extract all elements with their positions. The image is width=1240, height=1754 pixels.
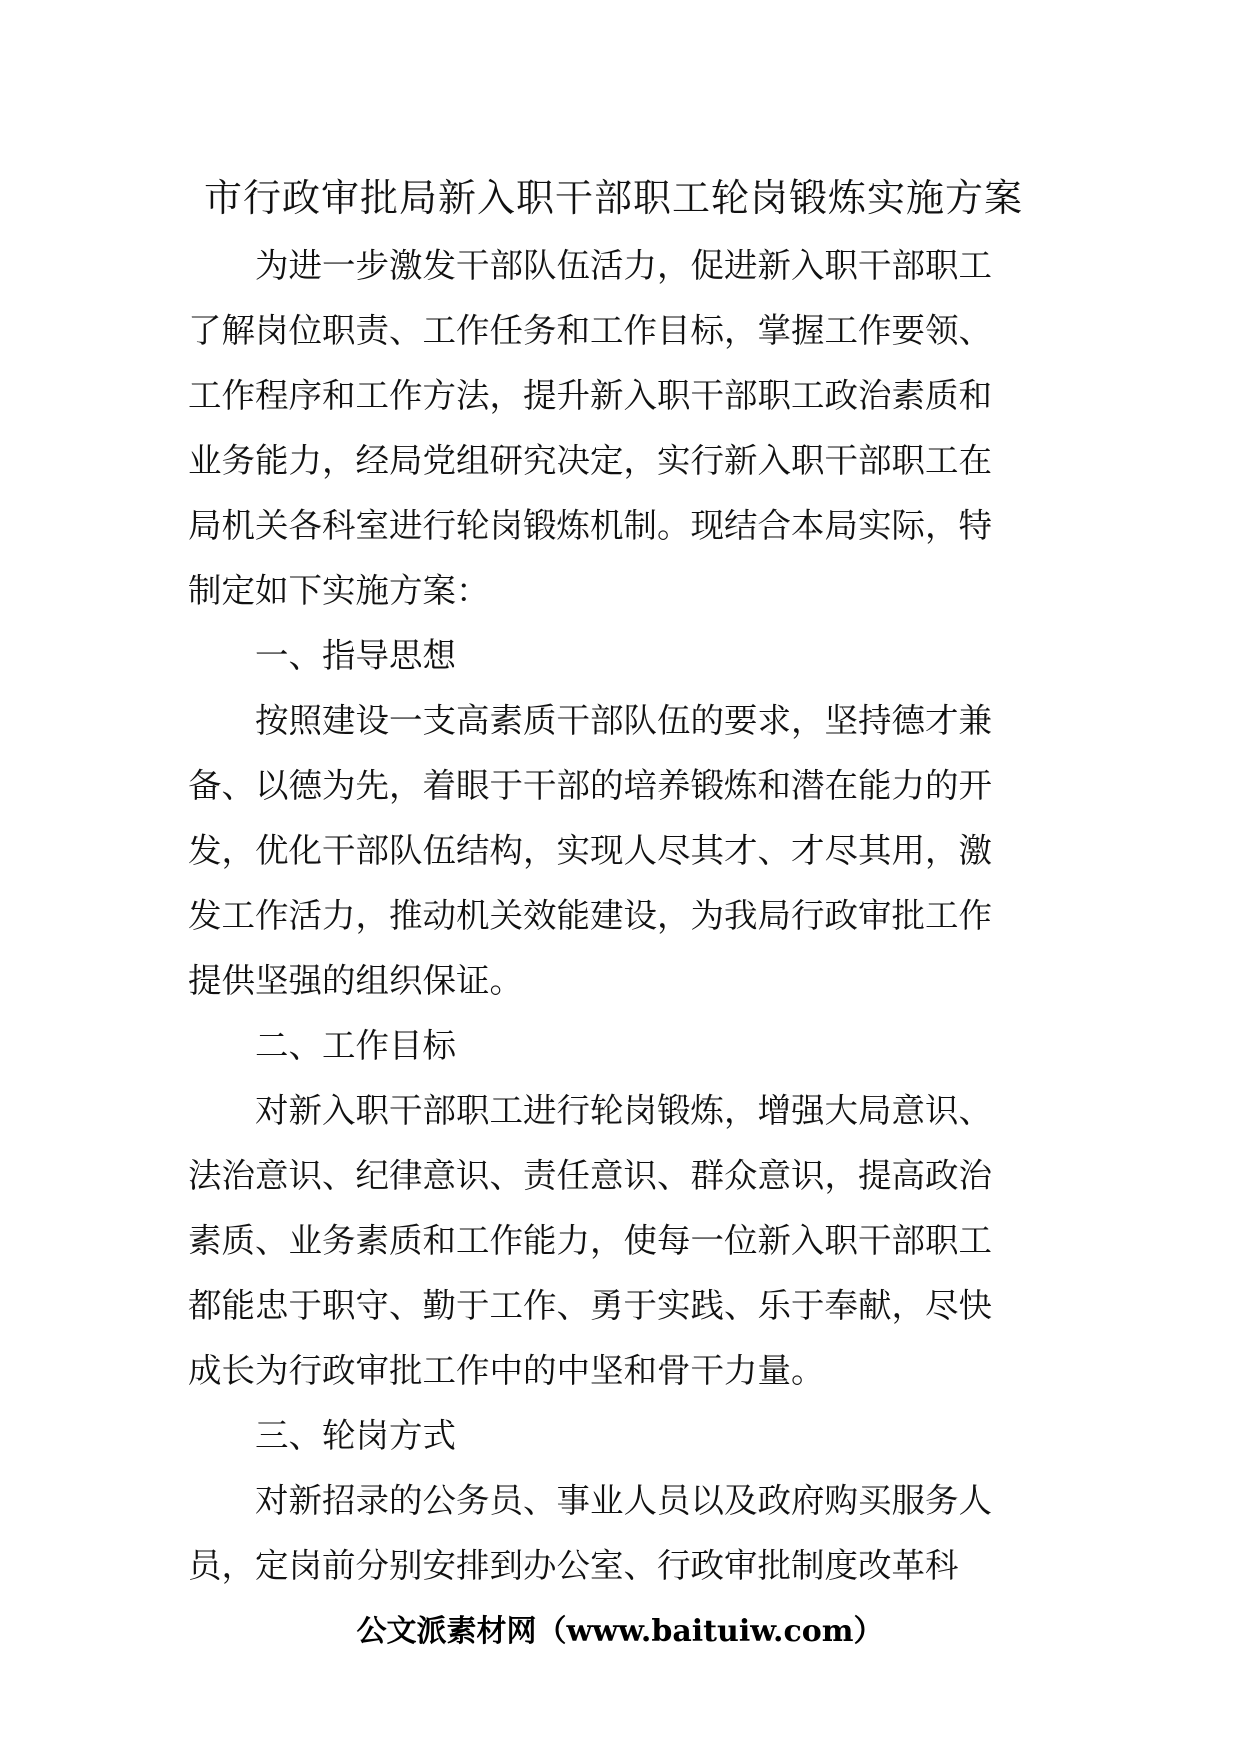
section-heading-work-goals: 二、工作目标	[255, 1026, 456, 1065]
rotation-method-paragraph: 对新招录的公务员、事业人员以及政府购买服务人员，定岗前分别安排到办公室、行政审批制度改革科	[188, 1481, 992, 1585]
section-heading-rotation-method: 三、轮岗方式	[255, 1416, 456, 1455]
section-heading-guiding-ideology: 一、指导思想	[255, 636, 456, 675]
document-body	[188, 233, 992, 1598]
intro-paragraph: 为进一步激发干部队伍活力，促进新入职干部职工了解岗位职责、工作任务和工作目标，掌握工作要领、工作程序和工作方法，提升新入职干部职工政治素质和业务能力，经局党组研究决定，实行新入职干部职工在局机关各科室进行轮岗锻炼机制。现结合本局实际，特制定如下实施方案：	[188, 246, 992, 610]
footer-watermark: 公文派素材网（www.baituiw.com）	[356, 1614, 884, 1649]
guiding-ideology-paragraph: 按照建设一支高素质干部队伍的要求，坚持德才兼备、以德为先，着眼于干部的培养锻炼和潜在能力的开发，优化干部队伍结构，实现人尽其才、才尽其用，激发工作活力，推动机关效能建设，为我局行政审批工作提供坚强的组织保证。	[188, 701, 992, 1000]
work-goals-paragraph: 对新入职干部职工进行轮岗锻炼，增强大局意识、法治意识、纪律意识、责任意识、群众意识，提高政治素质、业务素质和工作能力，使每一位新入职干部职工都能忠于职守、勤于工作、勇于实践、乐于奉献，尽快成长为行政审批工作中的中坚和骨干力量。	[188, 1091, 992, 1390]
document-title: 市行政审批局新入职干部职工轮岗锻炼实施方案	[204, 176, 1024, 220]
